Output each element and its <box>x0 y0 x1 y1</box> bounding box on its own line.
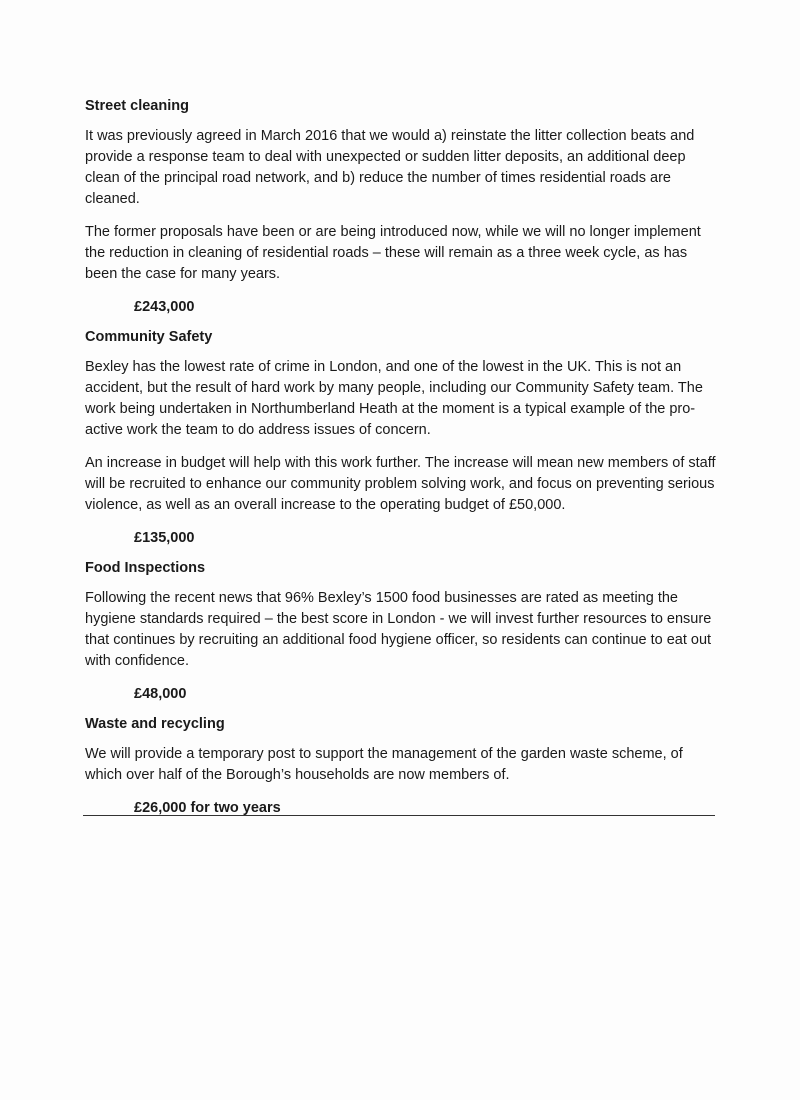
section-heading: Community Safety <box>85 329 213 345</box>
section-paragraph: The former proposals have been or are being introduced now, while we will no longer implement the reduction in cleaning of residential roads – these will remain as a three week cycle, as has been the case for many years. <box>85 224 701 282</box>
section-food-inspections <box>85 558 720 704</box>
section-heading: Food Inspections <box>85 560 206 576</box>
section-paragraph: Following the recent news that 96% Bexley’s 1500 food businesses are rated as meeting the hygiene standards required – the best score in London - we will invest further resources to ensure that continues by recruiting an additional food hygiene officer, so residents can continue to eat out with confidence. <box>85 590 712 669</box>
budget-amount: £243,000 <box>134 299 195 315</box>
section-paragraph: We will provide a temporary post to support the management of the garden waste scheme, of which over half of the Borough’s households are now members of. <box>85 746 683 783</box>
section-paragraph: It was previously agreed in March 2016 that we would a) reinstate the litter collection beats and provide a response team to deal with unexpected or sudden litter deposits, an additional deep clean of the principal road network, and b) reduce the number of times residential roads are cleaned. <box>85 128 695 207</box>
budget-amount: £135,000 <box>134 530 195 546</box>
section-street-cleaning <box>85 96 720 317</box>
section-community-safety <box>85 327 720 548</box>
budget-amount: £48,000 <box>134 686 187 702</box>
section-waste-recycling <box>85 714 720 818</box>
section-paragraph: Bexley has the lowest rate of crime in London, and one of the lowest in the UK. This is not an accident, but the result of hard work by many people, including our Community Safety team. The work being undertaken in Northumberland Heath at the moment is a typical example of the pro-active work the team to do address issues of concern. <box>85 359 703 438</box>
section-heading: Waste and recycling <box>85 716 225 732</box>
section-heading: Street cleaning <box>85 98 189 114</box>
budget-amount: £26,000 for two years <box>134 800 281 816</box>
section-paragraph: An increase in budget will help with this work further. The increase will mean new members of staff will be recruited to enhance our community problem solving work, and focus on preventing serious violence, as well as an overall increase to the operating budget of £50,000. <box>85 455 716 513</box>
document-body <box>85 96 720 828</box>
horizontal-rule <box>83 815 715 816</box>
